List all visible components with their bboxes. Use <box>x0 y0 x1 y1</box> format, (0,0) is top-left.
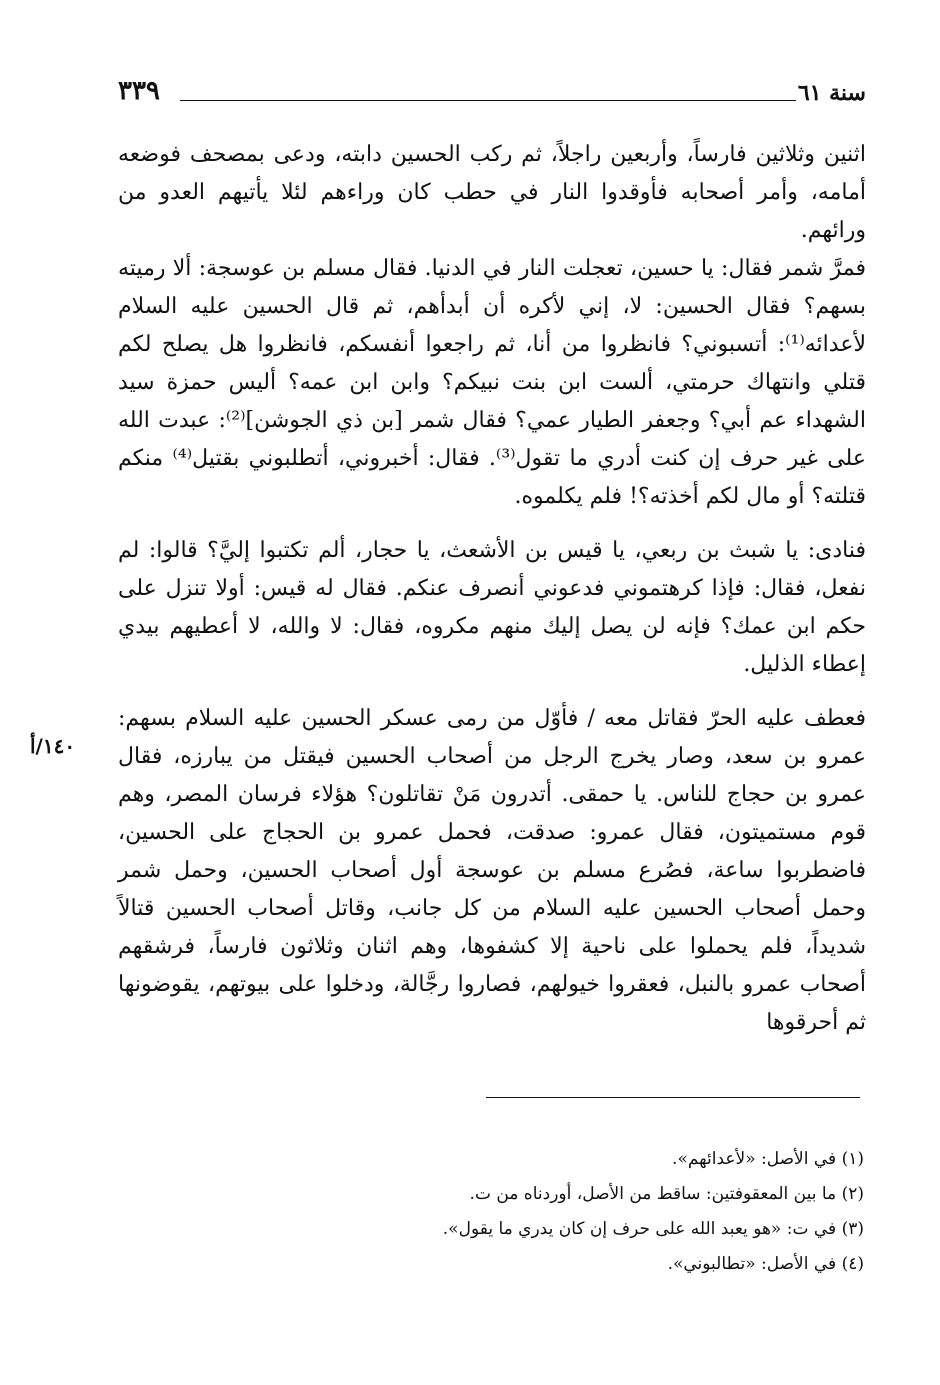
paragraph: اثنين وثلاثين فارساً، وأربعين راجلاً، ثم ركب الحسين دابته، ودعى بمصحف فوضعه أمامه، وأمر أصحابه فأوقدوا النار في حطب كان وراءهم لئلا يأتيهم العدو من ورائهم. <box>118 142 866 243</box>
running-title: سنة ٦١ <box>797 80 866 106</box>
footnote: (١) في الأصل: «لأعدائهم». <box>672 1149 864 1169</box>
footnote: (٤) في الأصل: «تطالبوني». <box>667 1254 864 1274</box>
manuscript-folio-note: ١٤٠/أ <box>30 734 76 758</box>
paragraph: فمرَّ شمر فقال: يا حسين، تعجلت النار في الدنيا. فقال مسلم بن عوسجة: ألا رميته بسهم؟ فقال الحسين: لا، إني لأكره أن أبدأهم، ثم قال الحسين عليه السلام لأعدائه⁽¹⁾: أتسبوني؟ فانظروا من أنا، ثم راجعوا أنفسكم، فانظروا هل يصلح لكم قتلي وانتهاك حرمتي، ألست ابن بنت نبيكم؟ وابن ابن عمه؟ أليس حمزة سيد الشهداء عم أبي؟ وجعفر الطيار عمي؟ فقال شمر [بن ذي الجوشن]⁽²⁾: عبدت الله على غير حرف إن كنت أدري ما تقول⁽³⁾. فقال: أخبروني، أتطلبوني بقتيل⁽⁴⁾ منكم قتلته؟ أو مال لكم أخذته؟! فلم يكلموه. <box>118 256 866 509</box>
page-number: ٣٣٩ <box>118 76 160 106</box>
page-header <box>118 76 866 116</box>
footnote: (٢) ما بين المعقوفتين: ساقط من الأصل، أوردناه من ت. <box>469 1184 864 1204</box>
footnotes <box>144 1142 864 1282</box>
header-rule <box>180 100 796 101</box>
main-text <box>118 136 866 1042</box>
paragraph: فنادى: يا شبث بن ربعي، يا قيس بن الأشعث، يا حجار، ألم تكتبوا إليَّ؟ قالوا: لم نفعل، فقال: فإذا كرهتموني فدعوني أنصرف عنكم. فقال له قيس: أولا تنزل على حكم ابن عمك؟ فإنه لن يصل إليك منهم مكروه، فقال: لا والله، لا أعطيهم بيدي إعطاء الذليل. <box>118 538 866 677</box>
paragraph: فعطف عليه الحرّ فقاتل معه / فأوّل من رمى عسكر الحسين عليه السلام بسهم: عمرو بن سعد، وصار يخرج الرجل من أصحاب الحسين فيقتل من يبارزه، فقال عمرو بن حجاج للناس. يا حمقى. أتدرون مَنْ تقاتلون؟ هؤلاء فرسان المصر، وهم قوم مستميتون، فقال عمرو: صدقت، فحمل عمرو بن الحجاج على الحسين، فاضطربوا ساعة، فصُرع مسلم بن عوسجة أول أصحاب الحسين، وحمل شمر وحمل أصحاب الحسين عليه السلام من كل جانب، وقاتل أصحاب الحسين قتالاً شديداً، فلم يحملوا على ناحية إلا كشفوها، وهم اثنان وثلاثون فارساً، فرشقهم أصحاب عمرو بالنبل، فعقروا خيولهم، فصاروا رجَّالة، ودخلوا على بيوتهم، يقوضونها ثم أحرقوها <box>118 706 866 1035</box>
footnote: (٣) في ت: «هو يعبد الله على حرف إن كان يدري ما يقول». <box>442 1219 864 1239</box>
footnote-separator <box>486 1097 860 1098</box>
